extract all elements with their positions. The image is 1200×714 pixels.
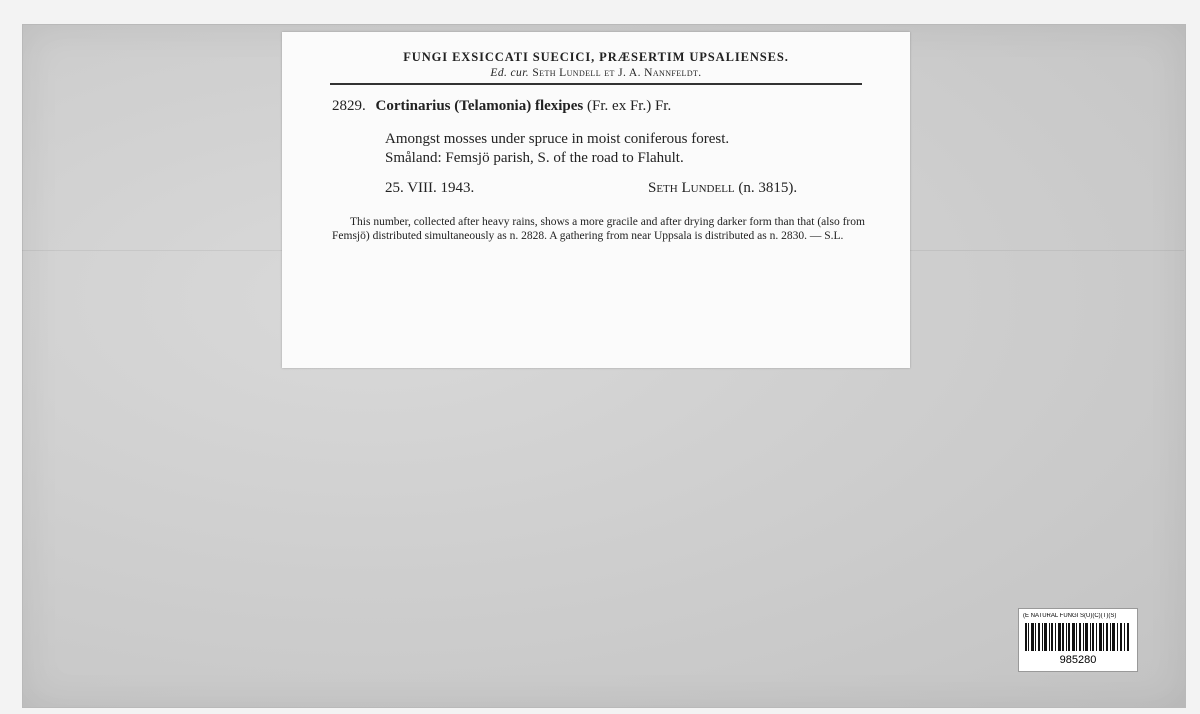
- editors-line: [282, 67, 910, 79]
- barcode-number: 985280: [1059, 654, 1097, 666]
- taxon-name: Cortinarius (Telamonia) flexipes: [375, 98, 584, 114]
- header-rule: [330, 83, 862, 85]
- exsiccata-number: 2829.: [332, 98, 366, 114]
- exsiccata-label: [282, 32, 910, 368]
- habitat-line: Amongst mosses under spruce in moist coniferous forest.: [385, 131, 730, 147]
- series-title: FUNGI EXSICCATI SUECICI, PRÆSERTIM UPSALIENSES.: [403, 50, 789, 64]
- collection-date: 25. VIII. 1943.: [385, 180, 475, 196]
- barcode-institution: (E NATURAL FUNGI S(U)(C)(T)(S): [1023, 613, 1117, 619]
- taxon-line: [332, 98, 671, 115]
- locality-line: Småland: Femsjö parish, S. of the road to Flahult.: [385, 150, 684, 166]
- barcode-icon: [1025, 623, 1129, 651]
- editors-names: Seth Lundell et J. A. Nannfeldt.: [532, 67, 702, 79]
- label-note: This number, collected after heavy rains, shows a more gracile and after drying darker form than that (also from Femsjö) distributed simultaneously as n. 2828. A gathering from near Uppsala is distributed as n. 2830. — S.L.: [332, 216, 865, 242]
- collector-number: (n. 3815).: [738, 180, 798, 196]
- editors-prefix: Ed. cur.: [490, 67, 530, 79]
- collector-name: Seth Lundell: [648, 180, 735, 196]
- taxon-authority: (Fr. ex Fr.) Fr.: [587, 98, 672, 114]
- barcode-label: [1018, 608, 1138, 672]
- collector-line: [648, 180, 797, 197]
- habitat-locality: [385, 130, 865, 168]
